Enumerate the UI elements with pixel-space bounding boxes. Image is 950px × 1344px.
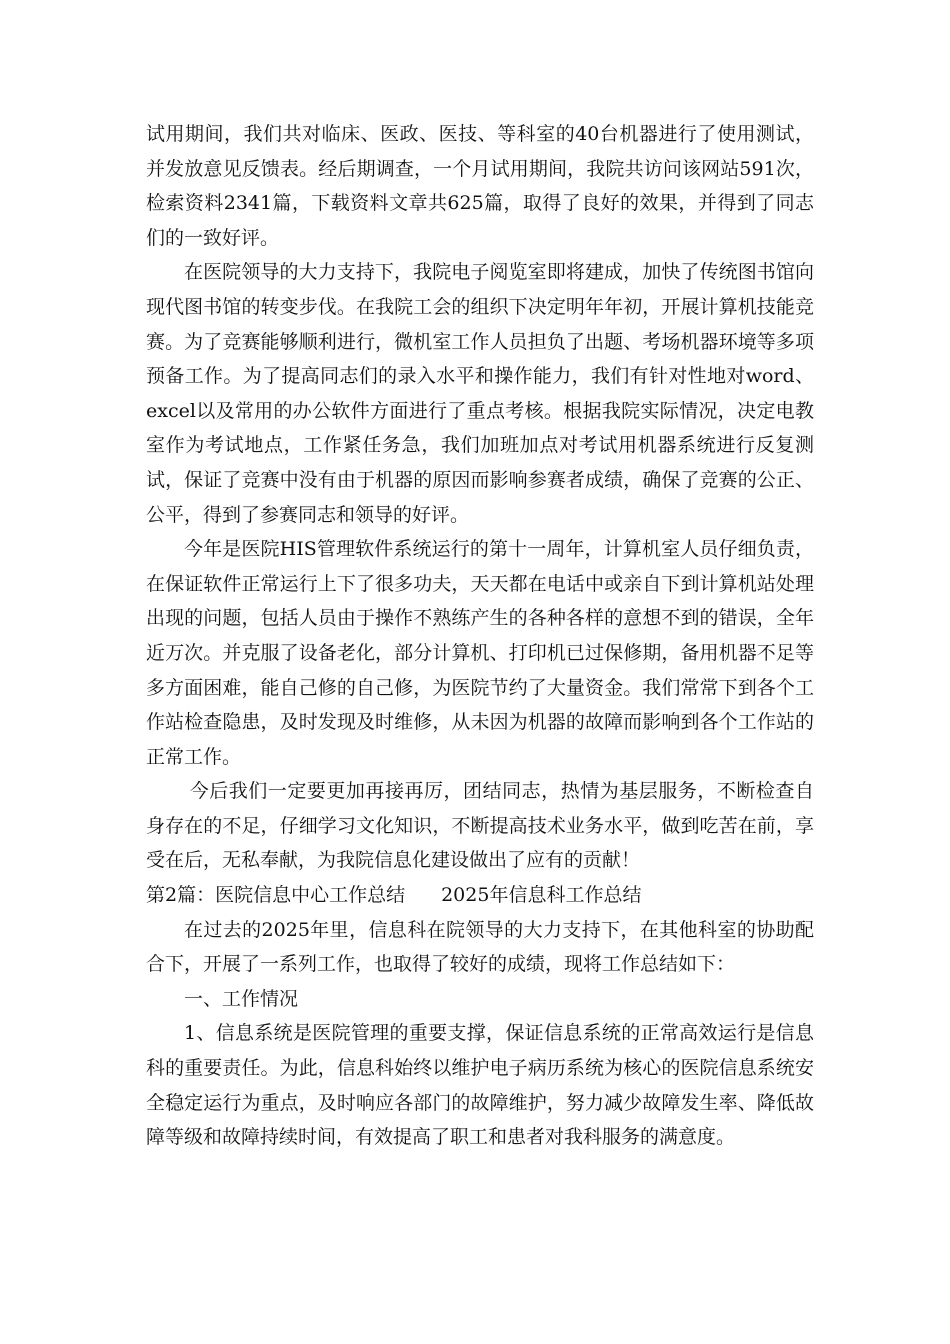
section-heading — [146, 878, 814, 913]
paragraph-future-work: 今后我们一定要更加再接再厉，团结同志，热情为基层服务，不断检查自身存在的不足，仔细学习文化知识，不断提高技术业务水平，做到吃苦在前，享受在后，无私奉献，为我院信息化建设做出了应有的贡献！ — [146, 780, 814, 872]
subsection-heading-work: 一、工作情况 — [184, 987, 299, 1010]
document-body — [146, 117, 814, 1155]
paragraph-reading-room: 在医院领导的大力支持下，我院电子阅览室即将建成，加快了传统图书馆向现代图书馆的转变步伐。在我院工会的组织下决定明年年初，开展计算机技能竞赛。为了竞赛能够顺利进行，微机室工作人员担负了出题、考场机器环境等多项预备工作。为了提高同志们的录入水平和操作能力，我们有针对性地对word、excel以及常用的办公软件方面进行了重点考核。根据我院实际情况，决定电教室作为考试地点，工作紧任务急，我们加班加点对考试用机器系统进行反复测试，保证了竞赛中没有由于机器的原因而影响参赛者成绩，确保了竞赛的公正、公平，得到了参赛同志和领导的好评。 — [146, 261, 814, 526]
heading-title: 2025年信息科工作总结 — [441, 884, 642, 907]
paragraph-his-system: 今年是医院HIS管理软件系统运行的第十一周年，计算机室人员仔细负责，在保证软件正常运行上下了很多功夫，天天都在电话中或亲自下到计算机站处理出现的问题，包括人员由于操作不熟练产生的各种各样的意想不到的错误，全年近万次。并克服了设备老化，部分计算机、打印机已过保修期，备用机器不足等多方面困难，能自己修的自己修，为医院节约了大量资金。我们常常下到各个工作站检查隐患，及时发现及时维修，从未因为机器的故障而影响到各个工作站的正常工作。 — [146, 538, 814, 768]
heading-part: 第2篇：医院信息中心工作总结 — [146, 884, 406, 907]
paragraph-trial-period: 试用期间，我们共对临床、医政、医技、等科室的40台机器进行了使用测试，并发放意见反馈表。经后期调查，一个月试用期间，我院共访问该网站591次，检索资料2341篇，下载资料文章共625篇，取得了良好的效果，并得到了同志们的一致好评。 — [146, 123, 814, 249]
paragraph-info-system: 1、信息系统是医院管理的重要支撑，保证信息系统的正常高效运行是信息科的重要责任。为此，信息科始终以维护电子病历系统为核心的医院信息系统安全稳定运行为重点，及时响应各部门的故障维护，努力减少故障发生率、降低故障等级和故障持续时间，有效提高了职工和患者对我科服务的满意度。 — [146, 1022, 814, 1149]
paragraph-intro-2025: 在过去的2025年里，信息科在院领导的大力支持下，在其他科室的协助配合下，开展了一系列工作，也取得了较好的成绩，现将工作总结如下： — [146, 918, 814, 976]
